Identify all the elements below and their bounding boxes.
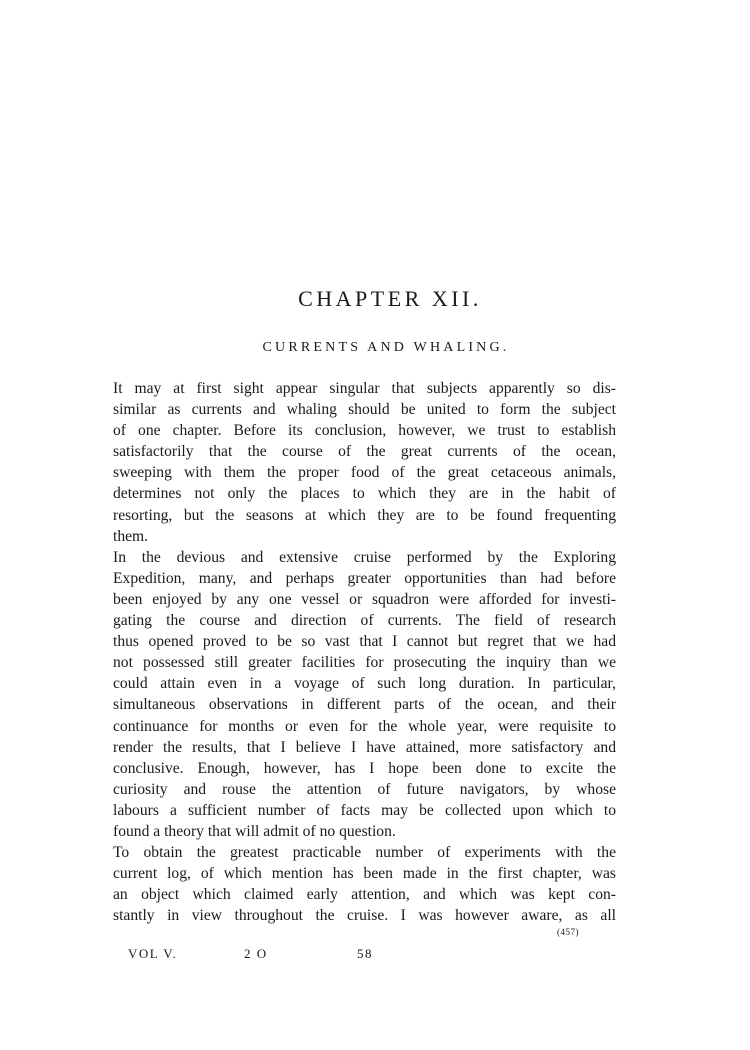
text-line: them. (113, 527, 149, 545)
text-line: In the devious and extensive cruise performed by the Exploring (113, 548, 616, 566)
footer-volume: VOL V. (128, 946, 178, 961)
chapter-heading: CHAPTER XII. (298, 286, 482, 311)
text-line: an object which claimed early attention, and which was kept con- (113, 886, 616, 904)
page-number: (457) (557, 927, 579, 937)
text-line: similar as currents and whaling should be united to form the subject (113, 401, 616, 419)
text-line: could attain even in a voyage of such long duration. In particular, (113, 675, 616, 693)
paragraph-3 (113, 842, 616, 926)
text-line: satisfactorily that the course of the great currents of the ocean, (113, 443, 616, 461)
text-line: continuance for months or even for the whole year, were requisite to (113, 717, 616, 735)
text-line: found a theory that will admit of no question. (113, 822, 396, 840)
text-line: stantly in view throughout the cruise. I was however aware, as all (113, 907, 616, 925)
text-line: curiosity and rouse the attention of future navigators, by whose (113, 780, 616, 798)
footer-signature-mark: 2 O (244, 946, 268, 961)
text-line: thus opened proved to be so vast that I cannot but regret that we had (113, 633, 616, 651)
paragraph-2 (113, 547, 616, 842)
text-line: of one chapter. Before its conclusion, however, we trust to establish (113, 422, 616, 440)
text-line: simultaneous observations in different parts of the ocean, and their (113, 696, 616, 714)
text-line: not possessed still greater facilities for prosecuting the inquiry than we (113, 654, 616, 672)
text-line: To obtain the greatest practicable number of experiments with the (113, 844, 616, 862)
text-line: conclusive. Enough, however, has I hope been done to excite the (113, 759, 616, 777)
text-line: labours a sufficient number of facts may be collected upon which to (113, 801, 616, 819)
text-line: It may at first sight appear singular that subjects apparently so dis- (113, 380, 616, 397)
text-line: render the results, that I believe I have attained, more satisfactory and (113, 738, 616, 756)
text-line: sweeping with them the proper food of the great cetaceous animals, (113, 464, 616, 482)
paragraph-1 (113, 378, 616, 547)
text-line: resorting, but the seasons at which they are to be found frequenting (113, 506, 616, 524)
text-line: Expedition, many, and perhaps greater opportunities than had before (113, 569, 616, 587)
text-line: been enjoyed by any one vessel or squadron were afforded for investi- (113, 590, 616, 608)
text-line: gating the course and direction of currents. The field of research (113, 612, 616, 630)
text-line: determines not only the places to which they are in the habit of (113, 485, 616, 503)
chapter-subtitle: CURRENTS AND WHALING. (262, 340, 510, 355)
text-line: current log, of which mention has been made in the first chapter, was (113, 865, 616, 883)
footer-sheet-number: 58 (357, 946, 373, 961)
body-text (113, 378, 616, 926)
